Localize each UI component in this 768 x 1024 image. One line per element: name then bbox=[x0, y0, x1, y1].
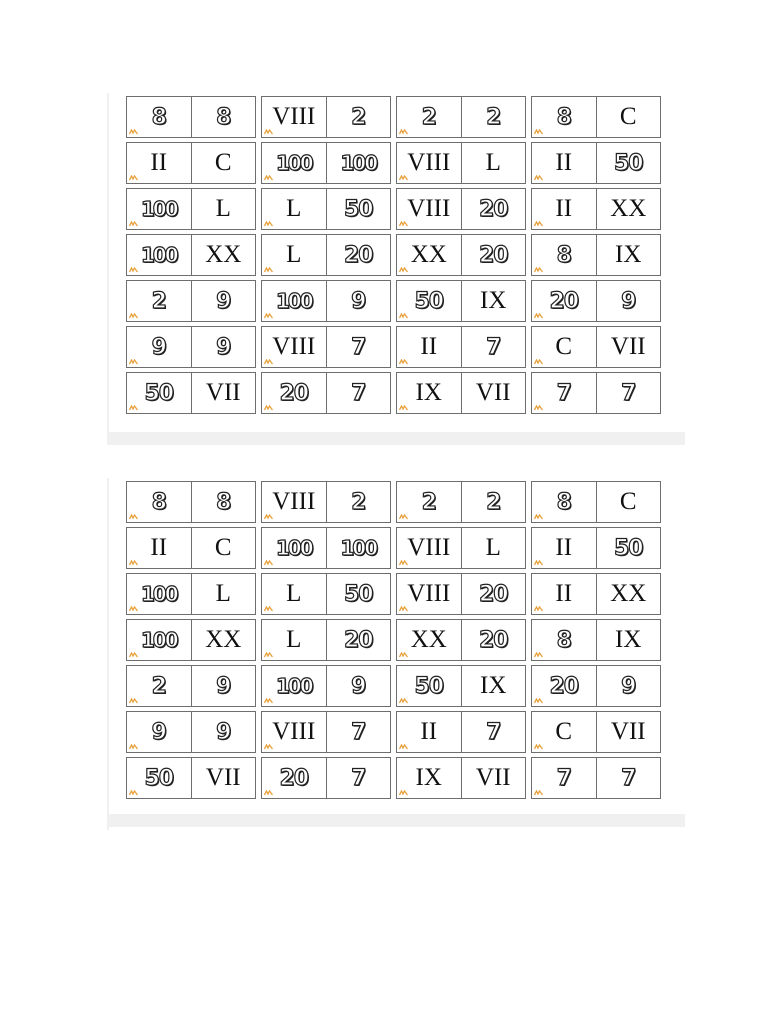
domino-right-half bbox=[461, 574, 526, 614]
orange-logo-icon bbox=[534, 652, 543, 658]
roman-numeral: XX bbox=[205, 241, 242, 268]
arabic-numeral: 9 bbox=[216, 288, 231, 314]
roman-numeral: C bbox=[214, 149, 232, 176]
domino-right-half bbox=[461, 758, 526, 798]
domino-tile bbox=[261, 527, 391, 569]
roman-numeral: L bbox=[485, 534, 501, 561]
arabic-numeral: 2 bbox=[486, 104, 501, 130]
domino-tile bbox=[396, 326, 526, 368]
domino-tile bbox=[396, 757, 526, 799]
roman-numeral: IX bbox=[415, 379, 442, 406]
roman-numeral: VII bbox=[205, 764, 241, 791]
domino-tile bbox=[396, 481, 526, 523]
arabic-numeral: 100 bbox=[340, 536, 377, 560]
domino-tile bbox=[396, 527, 526, 569]
roman-numeral: II bbox=[420, 718, 438, 745]
domino-tile bbox=[126, 619, 256, 661]
roman-numeral: XX bbox=[610, 580, 647, 607]
roman-numeral: VII bbox=[610, 718, 646, 745]
domino-right-half bbox=[326, 373, 391, 413]
domino-right-half bbox=[461, 712, 526, 752]
arabic-numeral: 50 bbox=[343, 196, 373, 222]
domino-right-half bbox=[326, 712, 391, 752]
roman-numeral: VII bbox=[475, 764, 511, 791]
arabic-numeral: 50 bbox=[144, 380, 174, 406]
arabic-numeral: 2 bbox=[351, 104, 366, 130]
domino-tile bbox=[261, 711, 391, 753]
orange-logo-icon bbox=[399, 790, 408, 796]
orange-logo-icon bbox=[534, 560, 543, 566]
orange-logo-icon bbox=[129, 359, 138, 365]
arabic-numeral: 2 bbox=[421, 489, 436, 515]
domino-right-half bbox=[596, 373, 661, 413]
domino-tile bbox=[531, 757, 661, 799]
arabic-numeral: 20 bbox=[478, 196, 508, 222]
arabic-numeral: 8 bbox=[216, 104, 231, 130]
domino-tile bbox=[261, 665, 391, 707]
roman-numeral: II bbox=[555, 534, 573, 561]
arabic-numeral: 8 bbox=[151, 104, 166, 130]
domino-sheet-1 bbox=[107, 93, 685, 445]
roman-numeral: XX bbox=[410, 241, 447, 268]
orange-logo-icon bbox=[129, 744, 138, 750]
domino-tile bbox=[531, 711, 661, 753]
domino-right-half bbox=[326, 281, 391, 321]
arabic-numeral: 8 bbox=[216, 489, 231, 515]
roman-numeral: C bbox=[555, 333, 573, 360]
roman-numeral: VII bbox=[610, 333, 646, 360]
arabic-numeral: 9 bbox=[216, 673, 231, 699]
arabic-numeral: 7 bbox=[351, 334, 366, 360]
roman-numeral: VIII bbox=[272, 103, 316, 130]
roman-numeral: II bbox=[555, 195, 573, 222]
arabic-numeral: 7 bbox=[486, 334, 501, 360]
arabic-numeral: 20 bbox=[279, 765, 309, 791]
domino-tile bbox=[531, 372, 661, 414]
domino-right-half bbox=[596, 97, 661, 137]
arabic-numeral: 20 bbox=[549, 673, 579, 699]
arabic-numeral: 8 bbox=[556, 489, 571, 515]
roman-numeral: VIII bbox=[407, 534, 451, 561]
arabic-numeral: 7 bbox=[351, 719, 366, 745]
domino-tile bbox=[126, 481, 256, 523]
domino-right-half bbox=[596, 143, 661, 183]
domino-right-half bbox=[326, 620, 391, 660]
arabic-numeral: 100 bbox=[275, 674, 312, 698]
roman-numeral: L bbox=[215, 195, 231, 222]
domino-tile bbox=[261, 326, 391, 368]
domino-tile bbox=[261, 188, 391, 230]
domino-right-half bbox=[596, 620, 661, 660]
orange-logo-icon bbox=[534, 267, 543, 273]
orange-logo-icon bbox=[264, 359, 273, 365]
roman-numeral: II bbox=[555, 149, 573, 176]
roman-numeral: L bbox=[286, 580, 302, 607]
orange-logo-icon bbox=[264, 790, 273, 796]
domino-right-half bbox=[326, 758, 391, 798]
arabic-numeral: 50 bbox=[414, 673, 444, 699]
roman-numeral: C bbox=[214, 534, 232, 561]
domino-right-half bbox=[596, 528, 661, 568]
domino-tile bbox=[396, 96, 526, 138]
roman-numeral: VIII bbox=[272, 488, 316, 515]
orange-logo-icon bbox=[399, 359, 408, 365]
domino-tile bbox=[126, 280, 256, 322]
orange-logo-icon bbox=[264, 267, 273, 273]
domino-tile bbox=[396, 142, 526, 184]
roman-numeral: C bbox=[619, 103, 637, 130]
domino-tile bbox=[531, 280, 661, 322]
orange-logo-icon bbox=[129, 221, 138, 227]
arabic-numeral: 20 bbox=[478, 581, 508, 607]
roman-numeral: IX bbox=[615, 241, 642, 268]
arabic-numeral: 20 bbox=[478, 242, 508, 268]
domino-right-half bbox=[596, 758, 661, 798]
domino-tile bbox=[261, 619, 391, 661]
domino-right-half bbox=[191, 281, 256, 321]
roman-numeral: L bbox=[485, 149, 501, 176]
domino-right-half bbox=[191, 666, 256, 706]
roman-numeral: VIII bbox=[407, 195, 451, 222]
arabic-numeral: 7 bbox=[351, 765, 366, 791]
orange-logo-icon bbox=[534, 359, 543, 365]
roman-numeral: C bbox=[555, 718, 573, 745]
domino-right-half bbox=[461, 97, 526, 137]
orange-logo-icon bbox=[534, 175, 543, 181]
arabic-numeral: 20 bbox=[343, 242, 373, 268]
domino-tile bbox=[261, 280, 391, 322]
orange-logo-icon bbox=[399, 514, 408, 520]
domino-right-half bbox=[191, 620, 256, 660]
orange-logo-icon bbox=[129, 606, 138, 612]
arabic-numeral: 100 bbox=[140, 582, 177, 606]
domino-right-half bbox=[461, 143, 526, 183]
domino-tile bbox=[531, 481, 661, 523]
arabic-numeral: 8 bbox=[556, 242, 571, 268]
orange-logo-icon bbox=[399, 560, 408, 566]
orange-logo-icon bbox=[534, 221, 543, 227]
roman-numeral: L bbox=[286, 626, 302, 653]
arabic-numeral: 7 bbox=[556, 765, 571, 791]
domino-right-half bbox=[326, 666, 391, 706]
orange-logo-icon bbox=[534, 744, 543, 750]
arabic-numeral: 9 bbox=[351, 288, 366, 314]
arabic-numeral: 100 bbox=[140, 628, 177, 652]
domino-right-half bbox=[461, 189, 526, 229]
roman-numeral: VII bbox=[205, 379, 241, 406]
domino-tile bbox=[126, 188, 256, 230]
domino-tile bbox=[531, 96, 661, 138]
orange-logo-icon bbox=[264, 606, 273, 612]
domino-tile bbox=[126, 142, 256, 184]
roman-numeral: VIII bbox=[272, 718, 316, 745]
domino-tile bbox=[126, 573, 256, 615]
domino-right-half bbox=[326, 235, 391, 275]
orange-logo-icon bbox=[264, 221, 273, 227]
roman-numeral: VII bbox=[475, 379, 511, 406]
domino-tile bbox=[396, 711, 526, 753]
arabic-numeral: 100 bbox=[275, 289, 312, 313]
orange-logo-icon bbox=[534, 790, 543, 796]
roman-numeral: L bbox=[286, 241, 302, 268]
orange-logo-icon bbox=[534, 606, 543, 612]
domino-right-half bbox=[191, 758, 256, 798]
arabic-numeral: 8 bbox=[556, 104, 571, 130]
domino-right-half bbox=[596, 482, 661, 522]
orange-logo-icon bbox=[399, 221, 408, 227]
roman-numeral: L bbox=[215, 580, 231, 607]
orange-logo-icon bbox=[264, 313, 273, 319]
orange-logo-icon bbox=[129, 175, 138, 181]
arabic-numeral: 50 bbox=[414, 288, 444, 314]
domino-tile bbox=[261, 142, 391, 184]
arabic-numeral: 20 bbox=[478, 627, 508, 653]
orange-logo-icon bbox=[399, 698, 408, 704]
domino-grid bbox=[126, 481, 661, 799]
sheet-edge bbox=[107, 93, 109, 445]
domino-tile bbox=[261, 757, 391, 799]
arabic-numeral: 100 bbox=[275, 151, 312, 175]
roman-numeral: II bbox=[420, 333, 438, 360]
domino-tile bbox=[396, 619, 526, 661]
domino-sheet-2 bbox=[107, 478, 685, 830]
domino-right-half bbox=[191, 327, 256, 367]
domino-grid bbox=[126, 96, 661, 414]
roman-numeral: VIII bbox=[407, 149, 451, 176]
domino-tile bbox=[396, 372, 526, 414]
orange-logo-icon bbox=[129, 652, 138, 658]
domino-right-half bbox=[596, 666, 661, 706]
orange-logo-icon bbox=[264, 514, 273, 520]
arabic-numeral: 2 bbox=[151, 288, 166, 314]
roman-numeral: L bbox=[286, 195, 302, 222]
roman-numeral: C bbox=[619, 488, 637, 515]
orange-logo-icon bbox=[399, 652, 408, 658]
arabic-numeral: 2 bbox=[421, 104, 436, 130]
domino-right-half bbox=[461, 373, 526, 413]
arabic-numeral: 9 bbox=[351, 673, 366, 699]
domino-tile bbox=[531, 527, 661, 569]
domino-right-half bbox=[596, 327, 661, 367]
domino-tile bbox=[531, 573, 661, 615]
orange-logo-icon bbox=[129, 560, 138, 566]
orange-logo-icon bbox=[264, 560, 273, 566]
arabic-numeral: 7 bbox=[556, 380, 571, 406]
arabic-numeral: 50 bbox=[343, 581, 373, 607]
domino-right-half bbox=[326, 574, 391, 614]
roman-numeral: II bbox=[150, 534, 168, 561]
orange-logo-icon bbox=[399, 267, 408, 273]
orange-logo-icon bbox=[129, 405, 138, 411]
domino-right-half bbox=[461, 235, 526, 275]
domino-right-half bbox=[326, 327, 391, 367]
orange-logo-icon bbox=[534, 129, 543, 135]
domino-right-half bbox=[461, 528, 526, 568]
domino-tile bbox=[396, 665, 526, 707]
orange-logo-icon bbox=[264, 652, 273, 658]
orange-logo-icon bbox=[264, 744, 273, 750]
arabic-numeral: 100 bbox=[275, 536, 312, 560]
orange-logo-icon bbox=[129, 129, 138, 135]
orange-logo-icon bbox=[264, 129, 273, 135]
orange-logo-icon bbox=[264, 698, 273, 704]
arabic-numeral: 100 bbox=[140, 243, 177, 267]
arabic-numeral: 50 bbox=[613, 150, 643, 176]
roman-numeral: IX bbox=[415, 764, 442, 791]
arabic-numeral: 7 bbox=[621, 765, 636, 791]
domino-tile bbox=[531, 142, 661, 184]
domino-tile bbox=[126, 372, 256, 414]
domino-right-half bbox=[461, 666, 526, 706]
orange-logo-icon bbox=[399, 175, 408, 181]
roman-numeral: II bbox=[150, 149, 168, 176]
orange-logo-icon bbox=[534, 313, 543, 319]
orange-logo-icon bbox=[129, 313, 138, 319]
orange-logo-icon bbox=[534, 698, 543, 704]
arabic-numeral: 7 bbox=[621, 380, 636, 406]
domino-tile bbox=[396, 280, 526, 322]
orange-logo-icon bbox=[399, 129, 408, 135]
domino-tile bbox=[126, 234, 256, 276]
arabic-numeral: 7 bbox=[351, 380, 366, 406]
orange-logo-icon bbox=[129, 514, 138, 520]
sheet-footer-bar bbox=[107, 432, 685, 445]
arabic-numeral: 100 bbox=[340, 151, 377, 175]
arabic-numeral: 20 bbox=[549, 288, 579, 314]
roman-numeral: IX bbox=[480, 672, 507, 699]
domino-right-half bbox=[596, 235, 661, 275]
arabic-numeral: 9 bbox=[151, 334, 166, 360]
domino-tile bbox=[126, 326, 256, 368]
domino-right-half bbox=[461, 327, 526, 367]
domino-right-half bbox=[326, 97, 391, 137]
arabic-numeral: 2 bbox=[151, 673, 166, 699]
orange-logo-icon bbox=[399, 744, 408, 750]
domino-tile bbox=[261, 573, 391, 615]
arabic-numeral: 20 bbox=[343, 627, 373, 653]
arabic-numeral: 8 bbox=[556, 627, 571, 653]
roman-numeral: IX bbox=[615, 626, 642, 653]
domino-tile bbox=[396, 573, 526, 615]
domino-tile bbox=[261, 234, 391, 276]
domino-right-half bbox=[191, 482, 256, 522]
domino-tile bbox=[531, 326, 661, 368]
domino-right-half bbox=[596, 281, 661, 321]
orange-logo-icon bbox=[264, 175, 273, 181]
arabic-numeral: 20 bbox=[279, 380, 309, 406]
domino-right-half bbox=[191, 574, 256, 614]
domino-right-half bbox=[191, 143, 256, 183]
domino-right-half bbox=[191, 528, 256, 568]
domino-right-half bbox=[191, 712, 256, 752]
arabic-numeral: 9 bbox=[216, 719, 231, 745]
roman-numeral: VIII bbox=[407, 580, 451, 607]
sheet-edge bbox=[107, 478, 109, 830]
arabic-numeral: 100 bbox=[140, 197, 177, 221]
orange-logo-icon bbox=[534, 405, 543, 411]
domino-right-half bbox=[191, 373, 256, 413]
orange-logo-icon bbox=[399, 606, 408, 612]
arabic-numeral: 9 bbox=[621, 288, 636, 314]
orange-logo-icon bbox=[399, 313, 408, 319]
domino-right-half bbox=[191, 189, 256, 229]
arabic-numeral: 7 bbox=[486, 719, 501, 745]
roman-numeral: XX bbox=[205, 626, 242, 653]
domino-tile bbox=[531, 665, 661, 707]
domino-tile bbox=[126, 665, 256, 707]
domino-tile bbox=[531, 234, 661, 276]
roman-numeral: VIII bbox=[272, 333, 316, 360]
domino-tile bbox=[261, 372, 391, 414]
domino-right-half bbox=[596, 574, 661, 614]
domino-right-half bbox=[461, 482, 526, 522]
domino-tile bbox=[261, 96, 391, 138]
roman-numeral: XX bbox=[610, 195, 647, 222]
sheet-footer-bar bbox=[107, 814, 685, 827]
domino-tile bbox=[396, 234, 526, 276]
orange-logo-icon bbox=[534, 514, 543, 520]
domino-right-half bbox=[326, 528, 391, 568]
roman-numeral: XX bbox=[410, 626, 447, 653]
domino-tile bbox=[531, 619, 661, 661]
arabic-numeral: 2 bbox=[351, 489, 366, 515]
arabic-numeral: 50 bbox=[613, 535, 643, 561]
orange-logo-icon bbox=[264, 405, 273, 411]
domino-right-half bbox=[326, 143, 391, 183]
domino-tile bbox=[126, 711, 256, 753]
roman-numeral: IX bbox=[480, 287, 507, 314]
domino-right-half bbox=[191, 97, 256, 137]
domino-right-half bbox=[191, 235, 256, 275]
domino-right-half bbox=[596, 712, 661, 752]
domino-tile bbox=[531, 188, 661, 230]
arabic-numeral: 8 bbox=[151, 489, 166, 515]
orange-logo-icon bbox=[399, 405, 408, 411]
arabic-numeral: 9 bbox=[621, 673, 636, 699]
arabic-numeral: 9 bbox=[151, 719, 166, 745]
domino-tile bbox=[126, 757, 256, 799]
orange-logo-icon bbox=[129, 790, 138, 796]
domino-tile bbox=[126, 96, 256, 138]
arabic-numeral: 9 bbox=[216, 334, 231, 360]
domino-right-half bbox=[596, 189, 661, 229]
orange-logo-icon bbox=[129, 698, 138, 704]
domino-right-half bbox=[326, 189, 391, 229]
domino-tile bbox=[261, 481, 391, 523]
domino-tile bbox=[126, 527, 256, 569]
domino-right-half bbox=[326, 482, 391, 522]
roman-numeral: II bbox=[555, 580, 573, 607]
domino-tile bbox=[396, 188, 526, 230]
arabic-numeral: 50 bbox=[144, 765, 174, 791]
arabic-numeral: 2 bbox=[486, 489, 501, 515]
domino-right-half bbox=[461, 281, 526, 321]
orange-logo-icon bbox=[129, 267, 138, 273]
domino-right-half bbox=[461, 620, 526, 660]
